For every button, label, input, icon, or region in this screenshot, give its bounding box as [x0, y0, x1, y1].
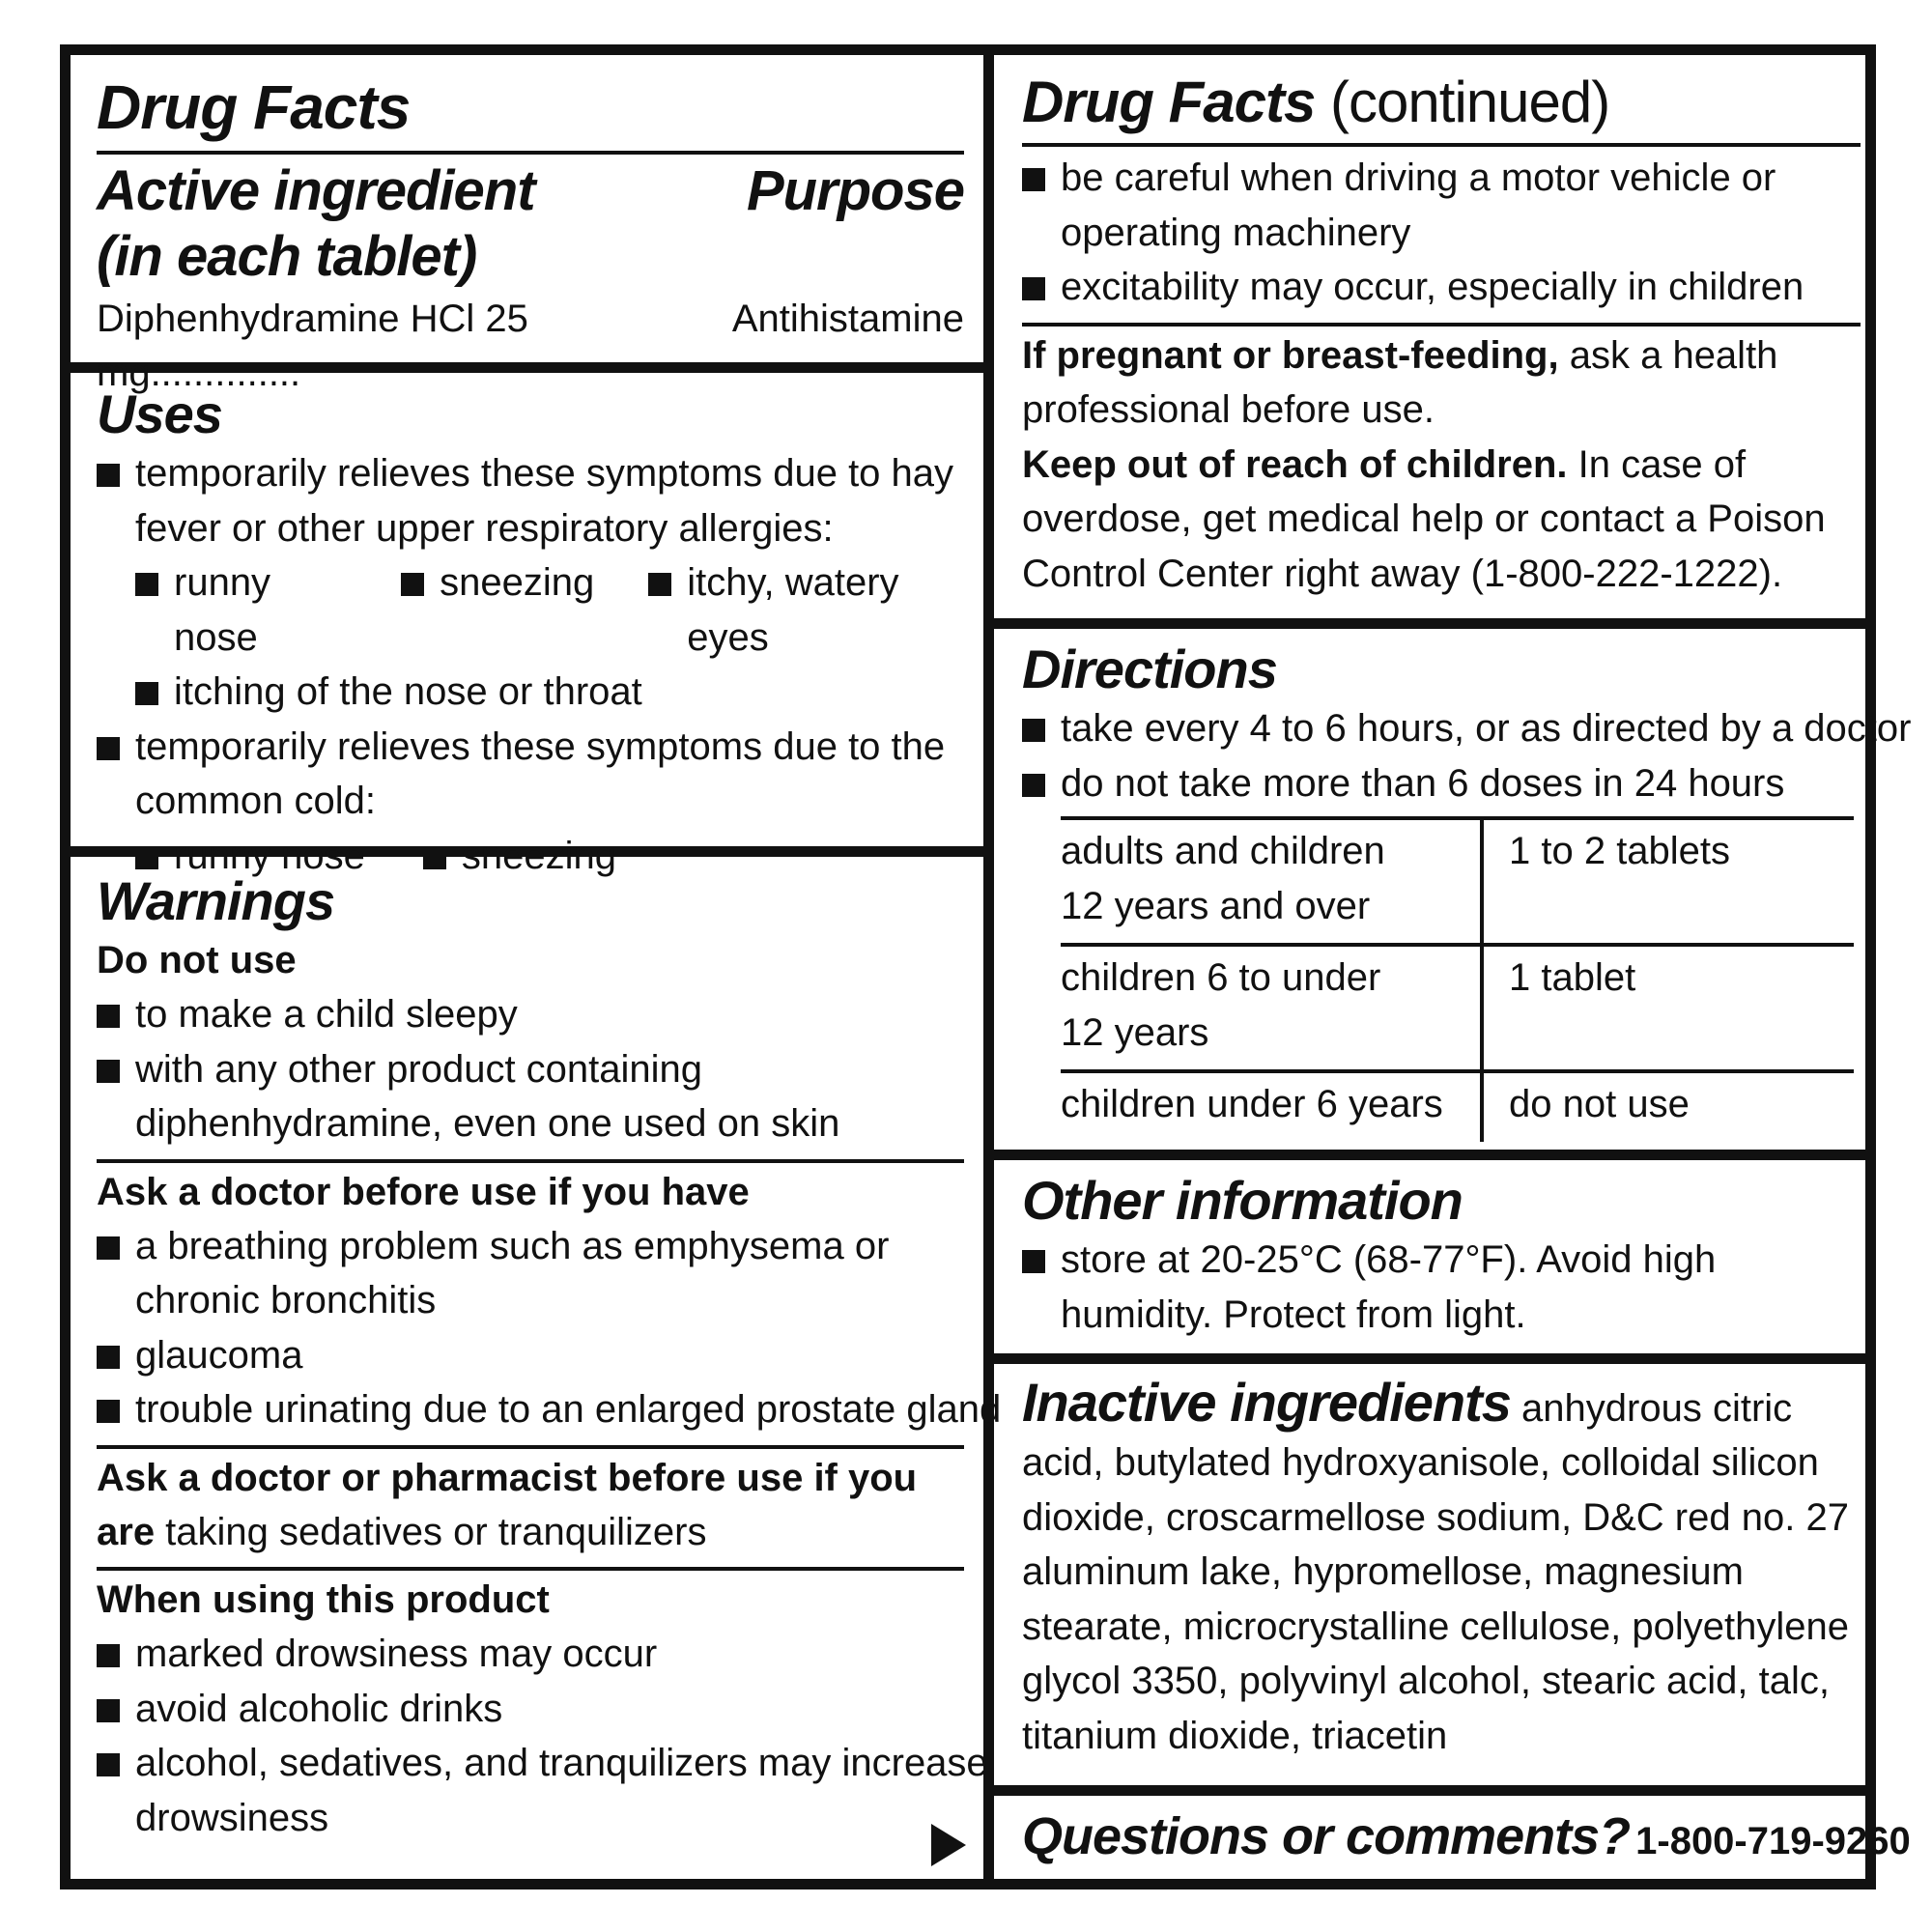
table-cell: adults and children 12 years and over — [1061, 830, 1385, 927]
rule — [1022, 143, 1861, 147]
inactive-ingredients-line: aluminum lake, hypromellose, magnesium — [1022, 1550, 1744, 1593]
section-divider — [983, 618, 1876, 629]
bullet-square-icon — [423, 846, 446, 869]
list-item-continuation: drowsiness — [135, 1796, 329, 1839]
list-item-continuation: common cold: — [135, 780, 376, 822]
list-item: itching of the nose or throat — [135, 665, 642, 720]
drug-facts-title: Drug Facts — [97, 72, 411, 142]
do-not-use-heading: Do not use — [97, 939, 297, 981]
table-cell: children under 6 years — [1061, 1083, 1443, 1125]
bullet-square-icon — [97, 1753, 120, 1776]
continued-section — [1022, 68, 1861, 601]
list-item: glaucoma — [97, 1328, 964, 1383]
list-item: temporarily relieves these symptoms due to hay — [97, 446, 964, 501]
bullet-square-icon — [97, 1346, 120, 1369]
list-item-continuation: operating machinery — [1061, 211, 1411, 254]
questions-phone: 1-800-719-9260 — [1635, 1820, 1911, 1862]
list-item: runny nose — [135, 555, 347, 665]
ingredient-name: Diphenhydramine HCl 25 mg.............. — [97, 298, 528, 394]
continued-arrow-icon — [931, 1824, 966, 1866]
bullet-square-icon — [97, 1400, 120, 1423]
active-ingredient-section — [97, 68, 964, 400]
poison-control-text: Control Center right away (1-800-222-1222). — [1022, 552, 1783, 595]
list-item-continuation: humidity. Protect from light. — [1061, 1293, 1526, 1336]
bullet-square-icon — [1022, 719, 1045, 742]
bullet-square-icon — [1022, 1250, 1045, 1273]
bullet-square-icon — [97, 464, 120, 487]
bullet-square-icon — [648, 573, 671, 596]
bullet-square-icon — [97, 1005, 120, 1028]
rule — [97, 151, 964, 155]
list-item: temporarily relieves these symptoms due to the — [97, 720, 964, 775]
list-item: runny nose — [135, 829, 365, 884]
list-item: excitability may occur, especially in children — [1022, 260, 1861, 315]
list-item-continuation: chronic bronchitis — [135, 1279, 437, 1321]
list-item: be careful when driving a motor vehicle or — [1022, 151, 1861, 206]
rule — [97, 1159, 964, 1163]
table-cell: do not use — [1482, 1071, 1854, 1142]
list-item: store at 20-25°C (68-77°F). Avoid high — [1022, 1233, 1861, 1288]
warnings-heading: Warnings — [97, 870, 335, 931]
active-ingredient-heading: Active ingredient — [97, 159, 535, 222]
table-row — [1061, 818, 1854, 945]
directions-section — [1022, 638, 1912, 1142]
list-item: sneezing — [401, 555, 594, 665]
ask-pharmacist-heading: Ask a doctor or pharmacist before use if you — [97, 1456, 918, 1499]
inactive-ingredients-line: glycol 3350, polyvinyl alcohol, stearic acid, talc, — [1022, 1660, 1830, 1702]
section-divider — [983, 1150, 1876, 1160]
table-row — [1061, 1071, 1854, 1142]
rule — [1022, 323, 1861, 327]
inactive-ingredients-line: stearate, microcrystalline cellulose, polyethylene — [1022, 1605, 1849, 1648]
bullet-square-icon — [97, 1644, 120, 1667]
symptom-row — [97, 665, 964, 720]
list-item: do not take more than 6 doses in 24 hours — [1022, 756, 1861, 811]
ingredient-purpose: Antihistamine — [731, 298, 964, 340]
list-item: marked drowsiness may occur — [97, 1627, 964, 1682]
rule — [97, 1445, 964, 1449]
bullet-square-icon — [1022, 277, 1045, 300]
list-item-continuation: fever or other upper respiratory allergies: — [135, 506, 834, 550]
uses-section — [97, 383, 964, 883]
ask-pharmacist-text: are taking sedatives or tranquilizers — [97, 1510, 707, 1553]
inactive-ingredients-first-line: Inactive ingredients anhydrous citric — [1022, 1372, 1793, 1433]
bullet-square-icon — [1022, 774, 1045, 797]
bullet-square-icon — [97, 737, 120, 760]
section-divider — [983, 1785, 1876, 1796]
list-item: sneezing — [423, 829, 616, 884]
uses-heading: Uses — [97, 384, 222, 444]
warnings-section — [97, 869, 1002, 1845]
bullet-square-icon — [97, 1060, 120, 1083]
when-using-heading: When using this product — [97, 1578, 550, 1621]
keep-away-warning-cont: overdose, get medical help or contact a Poison — [1022, 497, 1826, 540]
pregnancy-warning-cont: professional before use. — [1022, 388, 1435, 431]
ask-doctor-heading: Ask a doctor before use if you have — [97, 1170, 750, 1213]
table-cell: 1 tablet — [1482, 945, 1854, 1071]
questions-heading: Questions or comments? — [1022, 1807, 1631, 1865]
list-item: take every 4 to 6 hours, or as directed by a doctor — [1022, 701, 1861, 756]
list-item: a breathing problem such as emphysema or — [97, 1219, 964, 1274]
bullet-square-icon — [135, 846, 158, 869]
table-cell: 1 to 2 tablets — [1482, 818, 1854, 945]
column-divider — [983, 44, 994, 1889]
inactive-ingredients-line: dioxide, croscarmellose sodium, D&C red no. 27 — [1022, 1495, 1849, 1539]
list-item: trouble urinating due to an enlarged prostate gland — [97, 1382, 964, 1437]
directions-heading: Directions — [1022, 639, 1277, 699]
symptom-row — [97, 555, 964, 665]
drug-facts-continued-title: Drug Facts (continued) — [1022, 70, 1610, 134]
section-divider — [983, 1353, 1876, 1364]
bullet-square-icon — [135, 682, 158, 705]
list-item: avoid alcoholic drinks — [97, 1682, 964, 1737]
purpose-heading: Purpose — [746, 159, 964, 222]
questions-section — [1022, 1804, 1911, 1868]
table-cell: children 6 to under 12 years — [1061, 956, 1381, 1054]
bullet-square-icon — [1022, 168, 1045, 191]
keep-away-warning: Keep out of reach of children. In case of — [1022, 442, 1747, 486]
bullet-square-icon — [135, 573, 158, 596]
inactive-ingredients-line: titanium dioxide, triacetin — [1022, 1714, 1448, 1757]
list-item: alcohol, sedatives, and tranquilizers may increase — [97, 1736, 964, 1791]
other-information-section — [1022, 1169, 1861, 1342]
bullet-square-icon — [401, 573, 424, 596]
inactive-ingredients-section — [1022, 1372, 1861, 1763]
pregnancy-warning: If pregnant or breast-feeding, ask a health — [1022, 333, 1778, 377]
bullet-square-icon — [97, 1699, 120, 1722]
dosage-table — [1061, 816, 1854, 1142]
inactive-ingredients-line: acid, butylated hydroxyanisole, colloidal silicon — [1022, 1441, 1819, 1484]
list-item: with any other product containing — [97, 1042, 964, 1097]
list-item: itchy, watery eyes — [648, 555, 964, 665]
table-row — [1061, 945, 1854, 1071]
list-item-continuation: diphenhydramine, even one used on skin — [135, 1102, 840, 1145]
rule — [97, 1567, 964, 1571]
active-ingredient-subheading: (in each tablet) — [97, 225, 477, 288]
other-information-heading: Other information — [1022, 1170, 1463, 1231]
list-item: to make a child sleepy — [97, 987, 964, 1042]
bullet-square-icon — [97, 1236, 120, 1260]
